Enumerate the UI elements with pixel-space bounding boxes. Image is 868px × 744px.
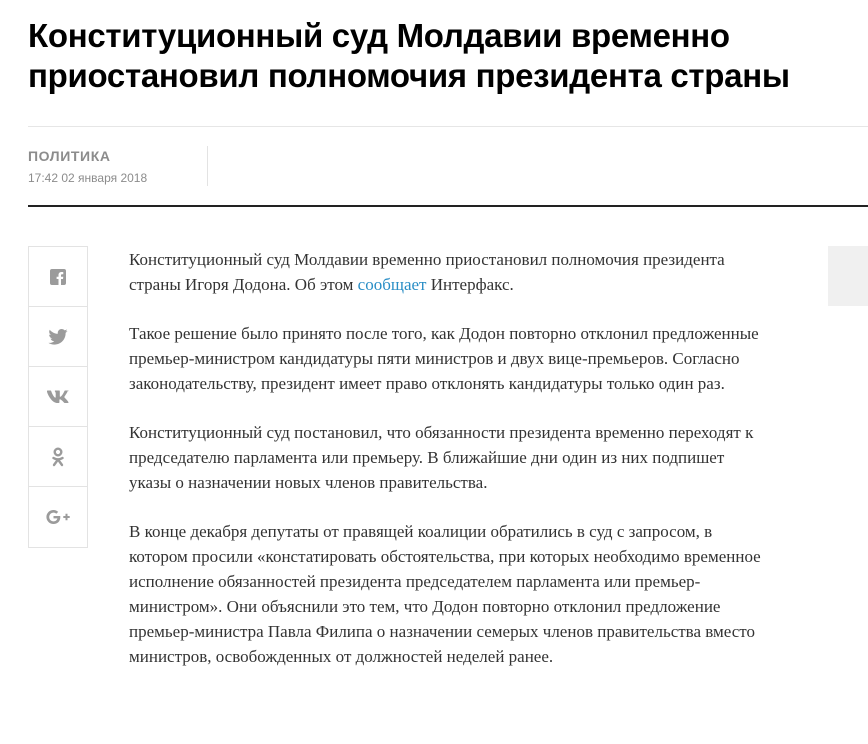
- share-odnoklassniki-button[interactable]: [29, 427, 87, 487]
- article-meta: [28, 146, 147, 186]
- odnoklassniki-icon: [52, 447, 64, 467]
- article-title: Конституционный суд Молдавии временно приостановил полномочия президента страны: [28, 17, 790, 94]
- share-facebook-button[interactable]: [29, 247, 87, 307]
- publish-date: 17:42 02 января 2018: [28, 171, 148, 185]
- article-paragraph: В конце декабря депутаты от правящей коалиции обратились в суд с запросом, в котором просили «констатировать обстоятельства, при которых необходимо временное исполнение обязанностей президента председателем парламента или премьер-министром». Они объяснили это тем, что Додон повторно отклонил предложение премьер-министра Павла Филипа о назначении семерых членов правительства вместо министров, освобожденных от должностей неделей ранее.: [129, 522, 761, 666]
- article-paragraph: Конституционный суд постановил, что обязанности президента временно переходят к председателю парламента или премьеру. В ближайшие дни один из них подпишет указы о назначении новых членов правительства.: [129, 423, 754, 492]
- article-paragraph: Такое решение было принято после того, как Додон повторно отклонил предложенные премьер-министром кандидатуры пяти министров и двух вице-премьеров. Согласно законодательству, президент имеет право отклонять кандидатуры только один раз.: [129, 324, 759, 393]
- facebook-icon: [50, 269, 66, 285]
- share-twitter-button[interactable]: [29, 307, 87, 367]
- source-link[interactable]: сообщает: [357, 275, 427, 294]
- vk-icon: [47, 390, 69, 403]
- rubric-link[interactable]: ПОЛИТИКА: [28, 148, 111, 164]
- twitter-icon: [48, 329, 68, 345]
- header-divider: [28, 126, 868, 127]
- share-vk-button[interactable]: [29, 367, 87, 427]
- article-body: [129, 247, 769, 693]
- share-google-plus-button[interactable]: [29, 487, 87, 547]
- google-plus-icon: [46, 510, 70, 524]
- ad-placeholder: [828, 246, 868, 306]
- content-divider: [28, 205, 868, 207]
- share-panel: [28, 246, 88, 548]
- meta-separator: [207, 146, 208, 186]
- article-paragraph: Конституционный суд Молдавии временно приостановил полномочия президента страны Игоря Додона. Об этом сообщает Интерфакс.: [129, 250, 725, 294]
